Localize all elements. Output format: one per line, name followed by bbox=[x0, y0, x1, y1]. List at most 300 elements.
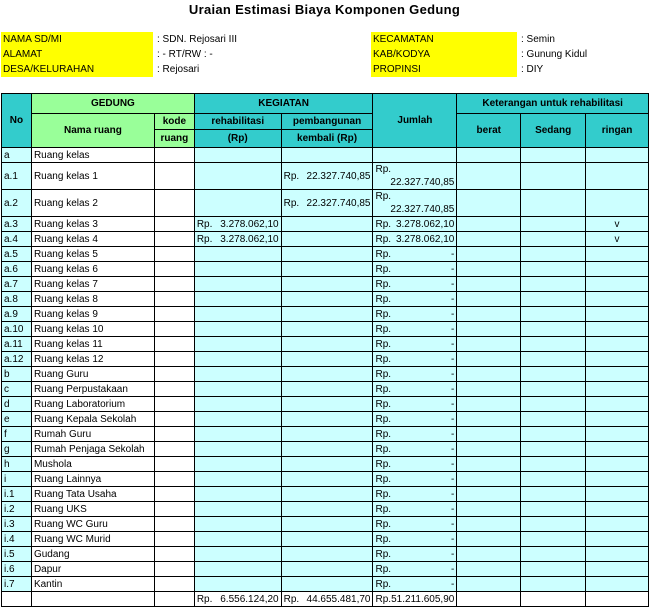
row-pemb bbox=[281, 322, 373, 337]
row-berat bbox=[457, 532, 521, 547]
table-row bbox=[2, 163, 649, 190]
info-value-village: : Rejosari bbox=[157, 64, 200, 75]
row-jumlah bbox=[373, 517, 457, 532]
row-room-name: Dapur bbox=[31, 562, 154, 577]
row-pemb bbox=[281, 412, 373, 427]
row-room-name: Ruang WC Murid bbox=[31, 532, 154, 547]
row-jumlah bbox=[373, 547, 457, 562]
row-room-code bbox=[154, 382, 194, 397]
row-sedang bbox=[521, 412, 586, 427]
row-ringan bbox=[586, 382, 649, 397]
table-row bbox=[2, 517, 649, 532]
table-row bbox=[2, 262, 649, 277]
table-row bbox=[2, 427, 649, 442]
row-room-name: Ruang kelas 6 bbox=[31, 262, 154, 277]
row-berat bbox=[457, 352, 521, 367]
row-pemb bbox=[281, 277, 373, 292]
row-pemb bbox=[281, 502, 373, 517]
currency-label: Rp. bbox=[375, 233, 392, 245]
table-row bbox=[2, 247, 649, 262]
currency-label: Rp. bbox=[375, 263, 392, 275]
row-room-code bbox=[154, 247, 194, 262]
row-ringan bbox=[586, 322, 649, 337]
table-row bbox=[2, 292, 649, 307]
row-sedang bbox=[521, 397, 586, 412]
header-no: No bbox=[2, 94, 32, 148]
row-ringan bbox=[586, 532, 649, 547]
row-pemb bbox=[281, 532, 373, 547]
row-pemb bbox=[281, 217, 373, 232]
row-pemb bbox=[281, 382, 373, 397]
row-room-code bbox=[154, 397, 194, 412]
row-sedang bbox=[521, 532, 586, 547]
row-pemb bbox=[281, 517, 373, 532]
info-label-address: ALAMAT bbox=[1, 47, 153, 62]
row-room-name: Ruang UKS bbox=[31, 502, 154, 517]
row-room-name: Rumah Guru bbox=[31, 427, 154, 442]
row-pemb bbox=[281, 397, 373, 412]
row-ringan: v bbox=[586, 232, 649, 247]
row-room-code bbox=[154, 547, 194, 562]
row-rehab bbox=[194, 412, 281, 427]
row-berat bbox=[457, 517, 521, 532]
header-berat: berat bbox=[457, 114, 521, 148]
row-jumlah bbox=[373, 307, 457, 322]
table-row bbox=[2, 382, 649, 397]
currency-label: Rp. bbox=[375, 473, 392, 485]
info-label-district: KECAMATAN bbox=[371, 32, 517, 47]
row-rehab bbox=[194, 307, 281, 322]
currency-label: Rp. bbox=[375, 164, 392, 175]
row-pemb bbox=[281, 232, 373, 247]
row-ringan bbox=[586, 442, 649, 457]
row-berat bbox=[457, 412, 521, 427]
row-no: a.9 bbox=[2, 307, 32, 322]
table-row bbox=[2, 502, 649, 517]
currency-label: Rp. bbox=[375, 488, 392, 500]
row-ringan bbox=[586, 427, 649, 442]
row-room-name: Ruang kelas 4 bbox=[31, 232, 154, 247]
amount: - bbox=[451, 263, 455, 275]
row-berat bbox=[457, 292, 521, 307]
totals-no bbox=[2, 592, 32, 607]
row-berat bbox=[457, 190, 521, 217]
row-sedang bbox=[521, 148, 586, 163]
amount: - bbox=[451, 473, 455, 485]
table-row bbox=[2, 562, 649, 577]
row-sedang bbox=[521, 277, 586, 292]
row-pemb bbox=[281, 487, 373, 502]
header-gedung: GEDUNG bbox=[31, 94, 194, 114]
amount: - bbox=[451, 383, 455, 395]
currency-label: Rp. bbox=[375, 368, 392, 380]
row-rehab bbox=[194, 322, 281, 337]
row-jumlah bbox=[373, 472, 457, 487]
row-sedang bbox=[521, 577, 586, 592]
row-sedang bbox=[521, 487, 586, 502]
row-berat bbox=[457, 382, 521, 397]
row-ringan bbox=[586, 562, 649, 577]
amount: - bbox=[451, 338, 455, 350]
table-row bbox=[2, 148, 649, 163]
row-berat bbox=[457, 322, 521, 337]
row-rehab bbox=[194, 217, 281, 232]
row-room-code bbox=[154, 148, 194, 163]
currency-label: Rp. bbox=[375, 218, 392, 230]
row-no: a.12 bbox=[2, 352, 32, 367]
row-rehab bbox=[194, 442, 281, 457]
row-jumlah bbox=[373, 367, 457, 382]
row-no: i bbox=[2, 472, 32, 487]
row-no: a.8 bbox=[2, 292, 32, 307]
row-sedang bbox=[521, 352, 586, 367]
table-row bbox=[2, 232, 649, 247]
row-no: a bbox=[2, 148, 32, 163]
info-label-province: PROPINSI bbox=[371, 62, 517, 77]
currency-label: Rp. bbox=[375, 383, 392, 395]
row-sedang bbox=[521, 367, 586, 382]
row-rehab bbox=[194, 397, 281, 412]
amount: 22.327.740,85 bbox=[306, 197, 371, 209]
row-no: a.6 bbox=[2, 262, 32, 277]
row-rehab bbox=[194, 547, 281, 562]
row-room-code bbox=[154, 457, 194, 472]
row-rehab bbox=[194, 517, 281, 532]
row-rehab bbox=[194, 427, 281, 442]
row-jumlah bbox=[373, 487, 457, 502]
currency-label: Rp. bbox=[196, 233, 213, 245]
row-room-name: Ruang Perpustakaan bbox=[31, 382, 154, 397]
row-ringan bbox=[586, 502, 649, 517]
row-pemb bbox=[281, 247, 373, 262]
row-no: a.11 bbox=[2, 337, 32, 352]
row-ringan bbox=[586, 337, 649, 352]
row-jumlah bbox=[373, 532, 457, 547]
currency-label: Rp. bbox=[375, 308, 392, 320]
info-value-address: : - RT/RW : - bbox=[157, 49, 213, 60]
currency-label: Rp. bbox=[375, 503, 392, 515]
row-rehab bbox=[194, 262, 281, 277]
row-room-name: Ruang Kepala Sekolah bbox=[31, 412, 154, 427]
header-keterangan: Keterangan untuk rehabilitasi bbox=[457, 94, 649, 114]
row-pemb bbox=[281, 547, 373, 562]
row-no: a.5 bbox=[2, 247, 32, 262]
table-row bbox=[2, 217, 649, 232]
row-pemb bbox=[281, 337, 373, 352]
row-pemb bbox=[281, 352, 373, 367]
row-rehab bbox=[194, 457, 281, 472]
totals-name bbox=[31, 592, 154, 607]
row-jumlah bbox=[373, 262, 457, 277]
currency-label: Rp. bbox=[375, 191, 392, 202]
header-kegiatan: KEGIATAN bbox=[194, 94, 373, 114]
table-row bbox=[2, 532, 649, 547]
amount: - bbox=[451, 308, 455, 320]
row-no: a.4 bbox=[2, 232, 32, 247]
row-sedang bbox=[521, 307, 586, 322]
amount: - bbox=[451, 458, 455, 470]
row-room-code bbox=[154, 502, 194, 517]
row-ringan bbox=[586, 397, 649, 412]
amount: - bbox=[451, 563, 455, 575]
row-no: a.1 bbox=[2, 163, 32, 190]
row-berat bbox=[457, 427, 521, 442]
row-rehab bbox=[194, 352, 281, 367]
row-ringan bbox=[586, 367, 649, 382]
row-rehab bbox=[194, 337, 281, 352]
row-sedang bbox=[521, 502, 586, 517]
row-room-code bbox=[154, 163, 194, 190]
row-jumlah bbox=[373, 322, 457, 337]
row-ringan bbox=[586, 457, 649, 472]
row-berat bbox=[457, 148, 521, 163]
row-rehab bbox=[194, 487, 281, 502]
row-berat bbox=[457, 472, 521, 487]
row-no: b bbox=[2, 367, 32, 382]
amount: - bbox=[451, 353, 455, 365]
row-sedang bbox=[521, 547, 586, 562]
row-ringan bbox=[586, 277, 649, 292]
header-pemb-2: kembali (Rp) bbox=[281, 130, 373, 148]
currency-label: Rp. bbox=[375, 248, 392, 260]
table-row bbox=[2, 442, 649, 457]
row-pemb bbox=[281, 190, 373, 217]
row-room-name: Ruang kelas 5 bbox=[31, 247, 154, 262]
row-sedang bbox=[521, 322, 586, 337]
header-rehab-2: (Rp) bbox=[194, 130, 281, 148]
header-nama-ruang: Nama ruang bbox=[31, 114, 154, 148]
row-ringan bbox=[586, 247, 649, 262]
row-berat bbox=[457, 502, 521, 517]
row-ringan: v bbox=[586, 217, 649, 232]
row-rehab bbox=[194, 292, 281, 307]
row-ringan bbox=[586, 517, 649, 532]
row-no: d bbox=[2, 397, 32, 412]
row-sedang bbox=[521, 457, 586, 472]
row-rehab bbox=[194, 163, 281, 190]
row-room-name: Mushola bbox=[31, 457, 154, 472]
info-value-province: : DIY bbox=[521, 64, 544, 75]
table-row bbox=[2, 277, 649, 292]
currency-label: Rp. bbox=[375, 398, 392, 410]
amount: - bbox=[451, 518, 455, 530]
row-room-name: Ruang kelas 1 bbox=[31, 163, 154, 190]
row-jumlah bbox=[373, 382, 457, 397]
row-room-code bbox=[154, 412, 194, 427]
row-room-code bbox=[154, 322, 194, 337]
row-jumlah bbox=[373, 427, 457, 442]
row-room-code bbox=[154, 562, 194, 577]
row-pemb bbox=[281, 262, 373, 277]
row-sedang bbox=[521, 472, 586, 487]
row-no: a.3 bbox=[2, 217, 32, 232]
table-row bbox=[2, 352, 649, 367]
amount: - bbox=[451, 323, 455, 335]
row-room-name: Rumah Penjaga Sekolah bbox=[31, 442, 154, 457]
header-rehab-1: rehabilitasi bbox=[194, 114, 281, 130]
amount: 22.327.740,85 bbox=[306, 170, 371, 182]
amount: - bbox=[451, 278, 455, 290]
info-label-regency: KAB/KODYA bbox=[371, 47, 517, 62]
row-berat bbox=[457, 487, 521, 502]
row-room-name: Ruang kelas 12 bbox=[31, 352, 154, 367]
row-sedang bbox=[521, 427, 586, 442]
row-room-code bbox=[154, 352, 194, 367]
total-jumlah bbox=[373, 592, 457, 607]
row-berat bbox=[457, 442, 521, 457]
row-ringan bbox=[586, 352, 649, 367]
row-jumlah bbox=[373, 190, 457, 217]
row-room-name: Ruang kelas 8 bbox=[31, 292, 154, 307]
totals-ringan bbox=[586, 592, 649, 607]
row-rehab bbox=[194, 502, 281, 517]
row-sedang bbox=[521, 442, 586, 457]
currency-label: Rp. bbox=[375, 458, 392, 470]
row-room-name: Ruang Laboratorium bbox=[31, 397, 154, 412]
table-row bbox=[2, 307, 649, 322]
row-berat bbox=[457, 277, 521, 292]
currency-label: Rp. bbox=[375, 353, 392, 365]
info-value-regency: : Gunung Kidul bbox=[521, 49, 588, 60]
row-no: h bbox=[2, 457, 32, 472]
row-no: a.7 bbox=[2, 277, 32, 292]
header-kode-1: kode bbox=[154, 114, 194, 130]
row-rehab bbox=[194, 232, 281, 247]
row-rehab bbox=[194, 472, 281, 487]
table-row bbox=[2, 487, 649, 502]
currency-label: Rp. bbox=[283, 593, 300, 605]
currency-label: Rp. bbox=[375, 428, 392, 440]
table-row bbox=[2, 547, 649, 562]
row-no: a.2 bbox=[2, 190, 32, 217]
row-sedang bbox=[521, 217, 586, 232]
row-berat bbox=[457, 232, 521, 247]
row-berat bbox=[457, 247, 521, 262]
row-no: a.10 bbox=[2, 322, 32, 337]
row-room-code bbox=[154, 262, 194, 277]
row-jumlah bbox=[373, 247, 457, 262]
row-jumlah bbox=[373, 397, 457, 412]
table-row bbox=[2, 397, 649, 412]
amount: 44.655.481,70 bbox=[306, 593, 371, 605]
row-sedang bbox=[521, 292, 586, 307]
row-berat bbox=[457, 367, 521, 382]
row-room-name: Ruang kelas 2 bbox=[31, 190, 154, 217]
row-berat bbox=[457, 547, 521, 562]
row-room-code bbox=[154, 517, 194, 532]
currency-label: Rp. bbox=[375, 578, 392, 590]
row-jumlah bbox=[373, 457, 457, 472]
table-row bbox=[2, 472, 649, 487]
table-row bbox=[2, 412, 649, 427]
row-jumlah bbox=[373, 412, 457, 427]
row-no: f bbox=[2, 427, 32, 442]
row-berat bbox=[457, 397, 521, 412]
totals-row bbox=[2, 592, 649, 607]
table-row bbox=[2, 367, 649, 382]
currency-label: Rp. bbox=[375, 323, 392, 335]
row-sedang bbox=[521, 337, 586, 352]
row-rehab bbox=[194, 190, 281, 217]
row-no: c bbox=[2, 382, 32, 397]
header-kode-2: ruang bbox=[154, 130, 194, 148]
header-jumlah: Jumlah bbox=[373, 94, 457, 148]
amount: - bbox=[451, 413, 455, 425]
row-no: i.6 bbox=[2, 562, 32, 577]
amount: 6.556.124,20 bbox=[220, 593, 279, 605]
row-room-name: Ruang Lainnya bbox=[31, 472, 154, 487]
row-room-name: Ruang kelas bbox=[31, 148, 154, 163]
row-room-name: Ruang WC Guru bbox=[31, 517, 154, 532]
row-berat bbox=[457, 307, 521, 322]
row-room-code bbox=[154, 217, 194, 232]
amount: 22.327.740,85 bbox=[390, 177, 455, 188]
row-rehab bbox=[194, 148, 281, 163]
row-rehab bbox=[194, 562, 281, 577]
row-ringan bbox=[586, 262, 649, 277]
currency-label: Rp. bbox=[196, 218, 213, 230]
row-room-code bbox=[154, 442, 194, 457]
row-ringan bbox=[586, 190, 649, 217]
row-jumlah bbox=[373, 442, 457, 457]
row-no: i.7 bbox=[2, 577, 32, 592]
row-berat bbox=[457, 337, 521, 352]
currency-label: Rp. bbox=[375, 593, 392, 605]
row-room-code bbox=[154, 337, 194, 352]
row-room-name: Ruang kelas 3 bbox=[31, 217, 154, 232]
amount: - bbox=[451, 248, 455, 260]
total-rehab bbox=[194, 592, 281, 607]
row-pemb bbox=[281, 562, 373, 577]
row-ringan bbox=[586, 148, 649, 163]
row-berat bbox=[457, 163, 521, 190]
row-jumlah bbox=[373, 232, 457, 247]
currency-label: Rp. bbox=[375, 533, 392, 545]
cost-table bbox=[1, 93, 649, 607]
row-jumlah bbox=[373, 277, 457, 292]
row-ringan bbox=[586, 547, 649, 562]
amount: - bbox=[451, 398, 455, 410]
row-room-code bbox=[154, 577, 194, 592]
row-jumlah bbox=[373, 577, 457, 592]
row-pemb bbox=[281, 292, 373, 307]
row-room-code bbox=[154, 487, 194, 502]
row-pemb bbox=[281, 367, 373, 382]
row-sedang bbox=[521, 247, 586, 262]
row-sedang bbox=[521, 517, 586, 532]
amount: - bbox=[451, 503, 455, 515]
row-room-name: Kantin bbox=[31, 577, 154, 592]
row-no: i.1 bbox=[2, 487, 32, 502]
amount: - bbox=[451, 368, 455, 380]
currency-label: Rp. bbox=[375, 278, 392, 290]
row-rehab bbox=[194, 532, 281, 547]
row-jumlah bbox=[373, 337, 457, 352]
info-value-district: : Semin bbox=[521, 34, 555, 45]
row-berat bbox=[457, 262, 521, 277]
amount: - bbox=[451, 578, 455, 590]
amount: 3.278.062,10 bbox=[395, 233, 455, 245]
currency-label: Rp. bbox=[283, 197, 300, 209]
table-row bbox=[2, 457, 649, 472]
row-pemb bbox=[281, 307, 373, 322]
total-pemb bbox=[281, 592, 373, 607]
amount: - bbox=[451, 428, 455, 440]
amount: 3.278.062,10 bbox=[220, 218, 279, 230]
amount: - bbox=[451, 293, 455, 305]
row-room-code bbox=[154, 307, 194, 322]
currency-label: Rp. bbox=[283, 170, 300, 182]
